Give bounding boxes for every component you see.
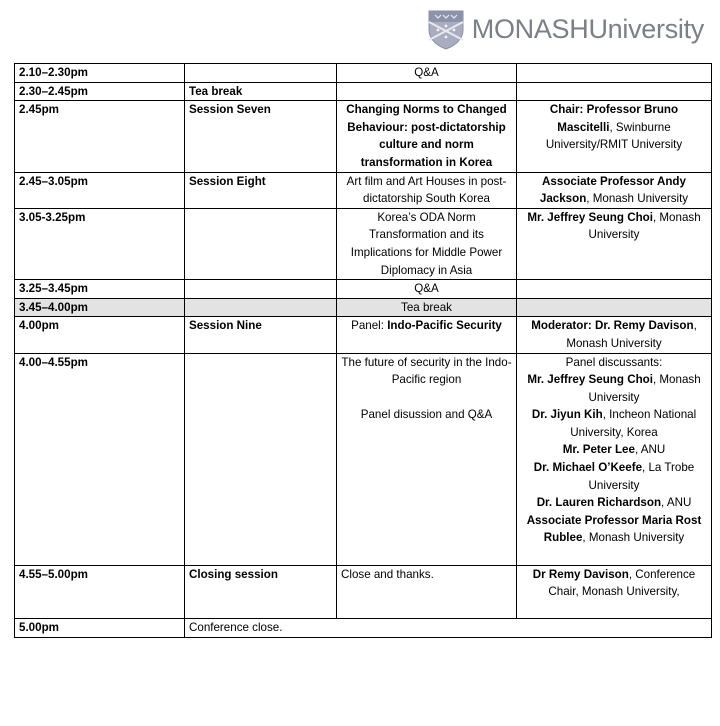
chair-cell	[517, 82, 712, 101]
topic-text: The future of security in the Indo-Pacific region	[341, 355, 512, 387]
panelist-name: Dr. Michael O’Keefe	[533, 461, 643, 475]
topic-cell: Korea’s ODA Norm Transformation and its Implications for Middle Power Diplomacy in Asia	[337, 208, 517, 279]
time-cell: 2.30–2.45pm	[15, 82, 185, 101]
panel-heading: Panel discussants:	[565, 355, 663, 369]
table-row	[15, 280, 712, 299]
panelist-affiliation: , La Trobe University	[588, 461, 695, 492]
panelist-name: Associate Professor Maria Rost Rublee	[526, 513, 702, 545]
panelist-affiliation: , Incheon National University, Korea	[570, 408, 697, 439]
chair-affiliation: , Monash University	[586, 192, 689, 206]
topic-cell: Tea break	[337, 298, 517, 317]
topic-text: Indo-Pacific Security	[387, 319, 502, 333]
time-cell: 2.45–3.05pm	[15, 172, 185, 208]
table-row	[15, 172, 712, 208]
table-row	[15, 208, 712, 279]
session-cell	[185, 208, 337, 279]
chair-name: Associate Professor Andy Jackson	[539, 174, 686, 206]
chair-affiliation: , Swinburne University/RMIT University	[545, 120, 683, 152]
topic-text: Changing Norms to Changed Behaviour: post-dictatorship culture and norm transformation in Korea	[346, 103, 507, 169]
chair-cell	[517, 64, 712, 83]
time-cell: 3.05-3.25pm	[15, 208, 185, 279]
monash-logo	[426, 8, 704, 50]
chair-cell	[517, 353, 712, 565]
topic-cell	[337, 101, 517, 172]
time-cell: 2.10–2.30pm	[15, 64, 185, 83]
chair-cell	[517, 565, 712, 619]
session-cell	[185, 64, 337, 83]
schedule-table	[14, 63, 712, 638]
topic-text-2: Panel disussion and Q&A	[360, 408, 493, 422]
topic-prefix: Panel:	[351, 319, 388, 333]
time-cell: 5.00pm	[15, 619, 185, 638]
session-cell: Closing session	[185, 565, 337, 619]
panelist-affiliation: , Monash University	[582, 531, 685, 545]
chair-affiliation: , Monash University	[566, 319, 697, 350]
panelist	[521, 441, 707, 459]
table-row	[15, 298, 712, 317]
time-cell: 4.00–4.55pm	[15, 353, 185, 565]
time-cell: 3.25–3.45pm	[15, 280, 185, 299]
chair-cell	[517, 208, 712, 279]
session-cell	[185, 353, 337, 565]
table-row	[15, 317, 712, 353]
panelist-name: Dr. Lauren Richardson	[536, 496, 662, 510]
topic-cell: Close and thanks.	[337, 565, 517, 619]
panelist-name: Dr. Jiyun Kih	[531, 408, 603, 422]
logo-monash: MONASH	[471, 13, 589, 44]
monash-crest-icon	[426, 8, 466, 50]
topic-cell: Q&A	[337, 280, 517, 299]
panelist	[521, 406, 707, 441]
spacer	[521, 547, 707, 565]
table-row	[15, 64, 712, 83]
chair-name: Chair: Professor Bruno Mascitelli	[549, 103, 679, 134]
topic-cell	[337, 317, 517, 353]
chair-cell	[517, 298, 712, 317]
table-row	[15, 565, 712, 619]
spacer	[521, 601, 707, 619]
chair-cell	[517, 317, 712, 353]
chair-name: Dr Remy Davison	[532, 567, 629, 581]
chair-cell	[517, 280, 712, 299]
chair-affiliation: , Conference Chair, Monash University,	[548, 567, 696, 599]
panelist-name: Mr. Peter Lee	[562, 443, 635, 457]
session-cell: Session Nine	[185, 317, 337, 353]
panelist-affiliation: , Monash University	[588, 373, 701, 404]
topic-cell	[337, 82, 517, 101]
table-row	[15, 619, 712, 638]
table-row	[15, 101, 712, 172]
session-cell: Session Eight	[185, 172, 337, 208]
session-cell	[185, 298, 337, 317]
logo-university: University	[588, 13, 704, 44]
session-cell	[185, 280, 337, 299]
topic-cell: Q&A	[337, 64, 517, 83]
panelist	[521, 459, 707, 494]
chair-name: Moderator: Dr. Remy Davison	[531, 319, 694, 333]
time-cell: 2.45pm	[15, 101, 185, 172]
page-header	[0, 0, 720, 62]
panelist-affiliation: , ANU	[634, 443, 666, 457]
chair-cell	[517, 172, 712, 208]
chair-name: Mr. Jeffrey Seung Choi	[527, 210, 653, 224]
panelist-affiliation: , ANU	[661, 496, 692, 510]
chair-cell	[517, 101, 712, 172]
table-row	[15, 353, 712, 565]
time-cell: 3.45–4.00pm	[15, 298, 185, 317]
session-cell: Tea break	[185, 82, 337, 101]
topic-cell	[337, 353, 517, 565]
session-cell: Session Seven	[185, 101, 337, 172]
spacer	[341, 389, 512, 407]
panelist	[521, 512, 707, 547]
chair-affiliation: , Monash University	[588, 210, 701, 242]
time-cell: 4.00pm	[15, 317, 185, 353]
panelist	[521, 494, 707, 512]
panelist	[521, 371, 707, 406]
panelist-name: Mr. Jeffrey Seung Choi	[527, 373, 653, 387]
topic-cell: Art film and Art Houses in post-dictatorship South Korea	[337, 172, 517, 208]
session-cell: Conference close.	[185, 619, 712, 638]
logo-wordmark	[472, 14, 704, 45]
table-row	[15, 82, 712, 101]
time-cell: 4.55–5.00pm	[15, 565, 185, 619]
